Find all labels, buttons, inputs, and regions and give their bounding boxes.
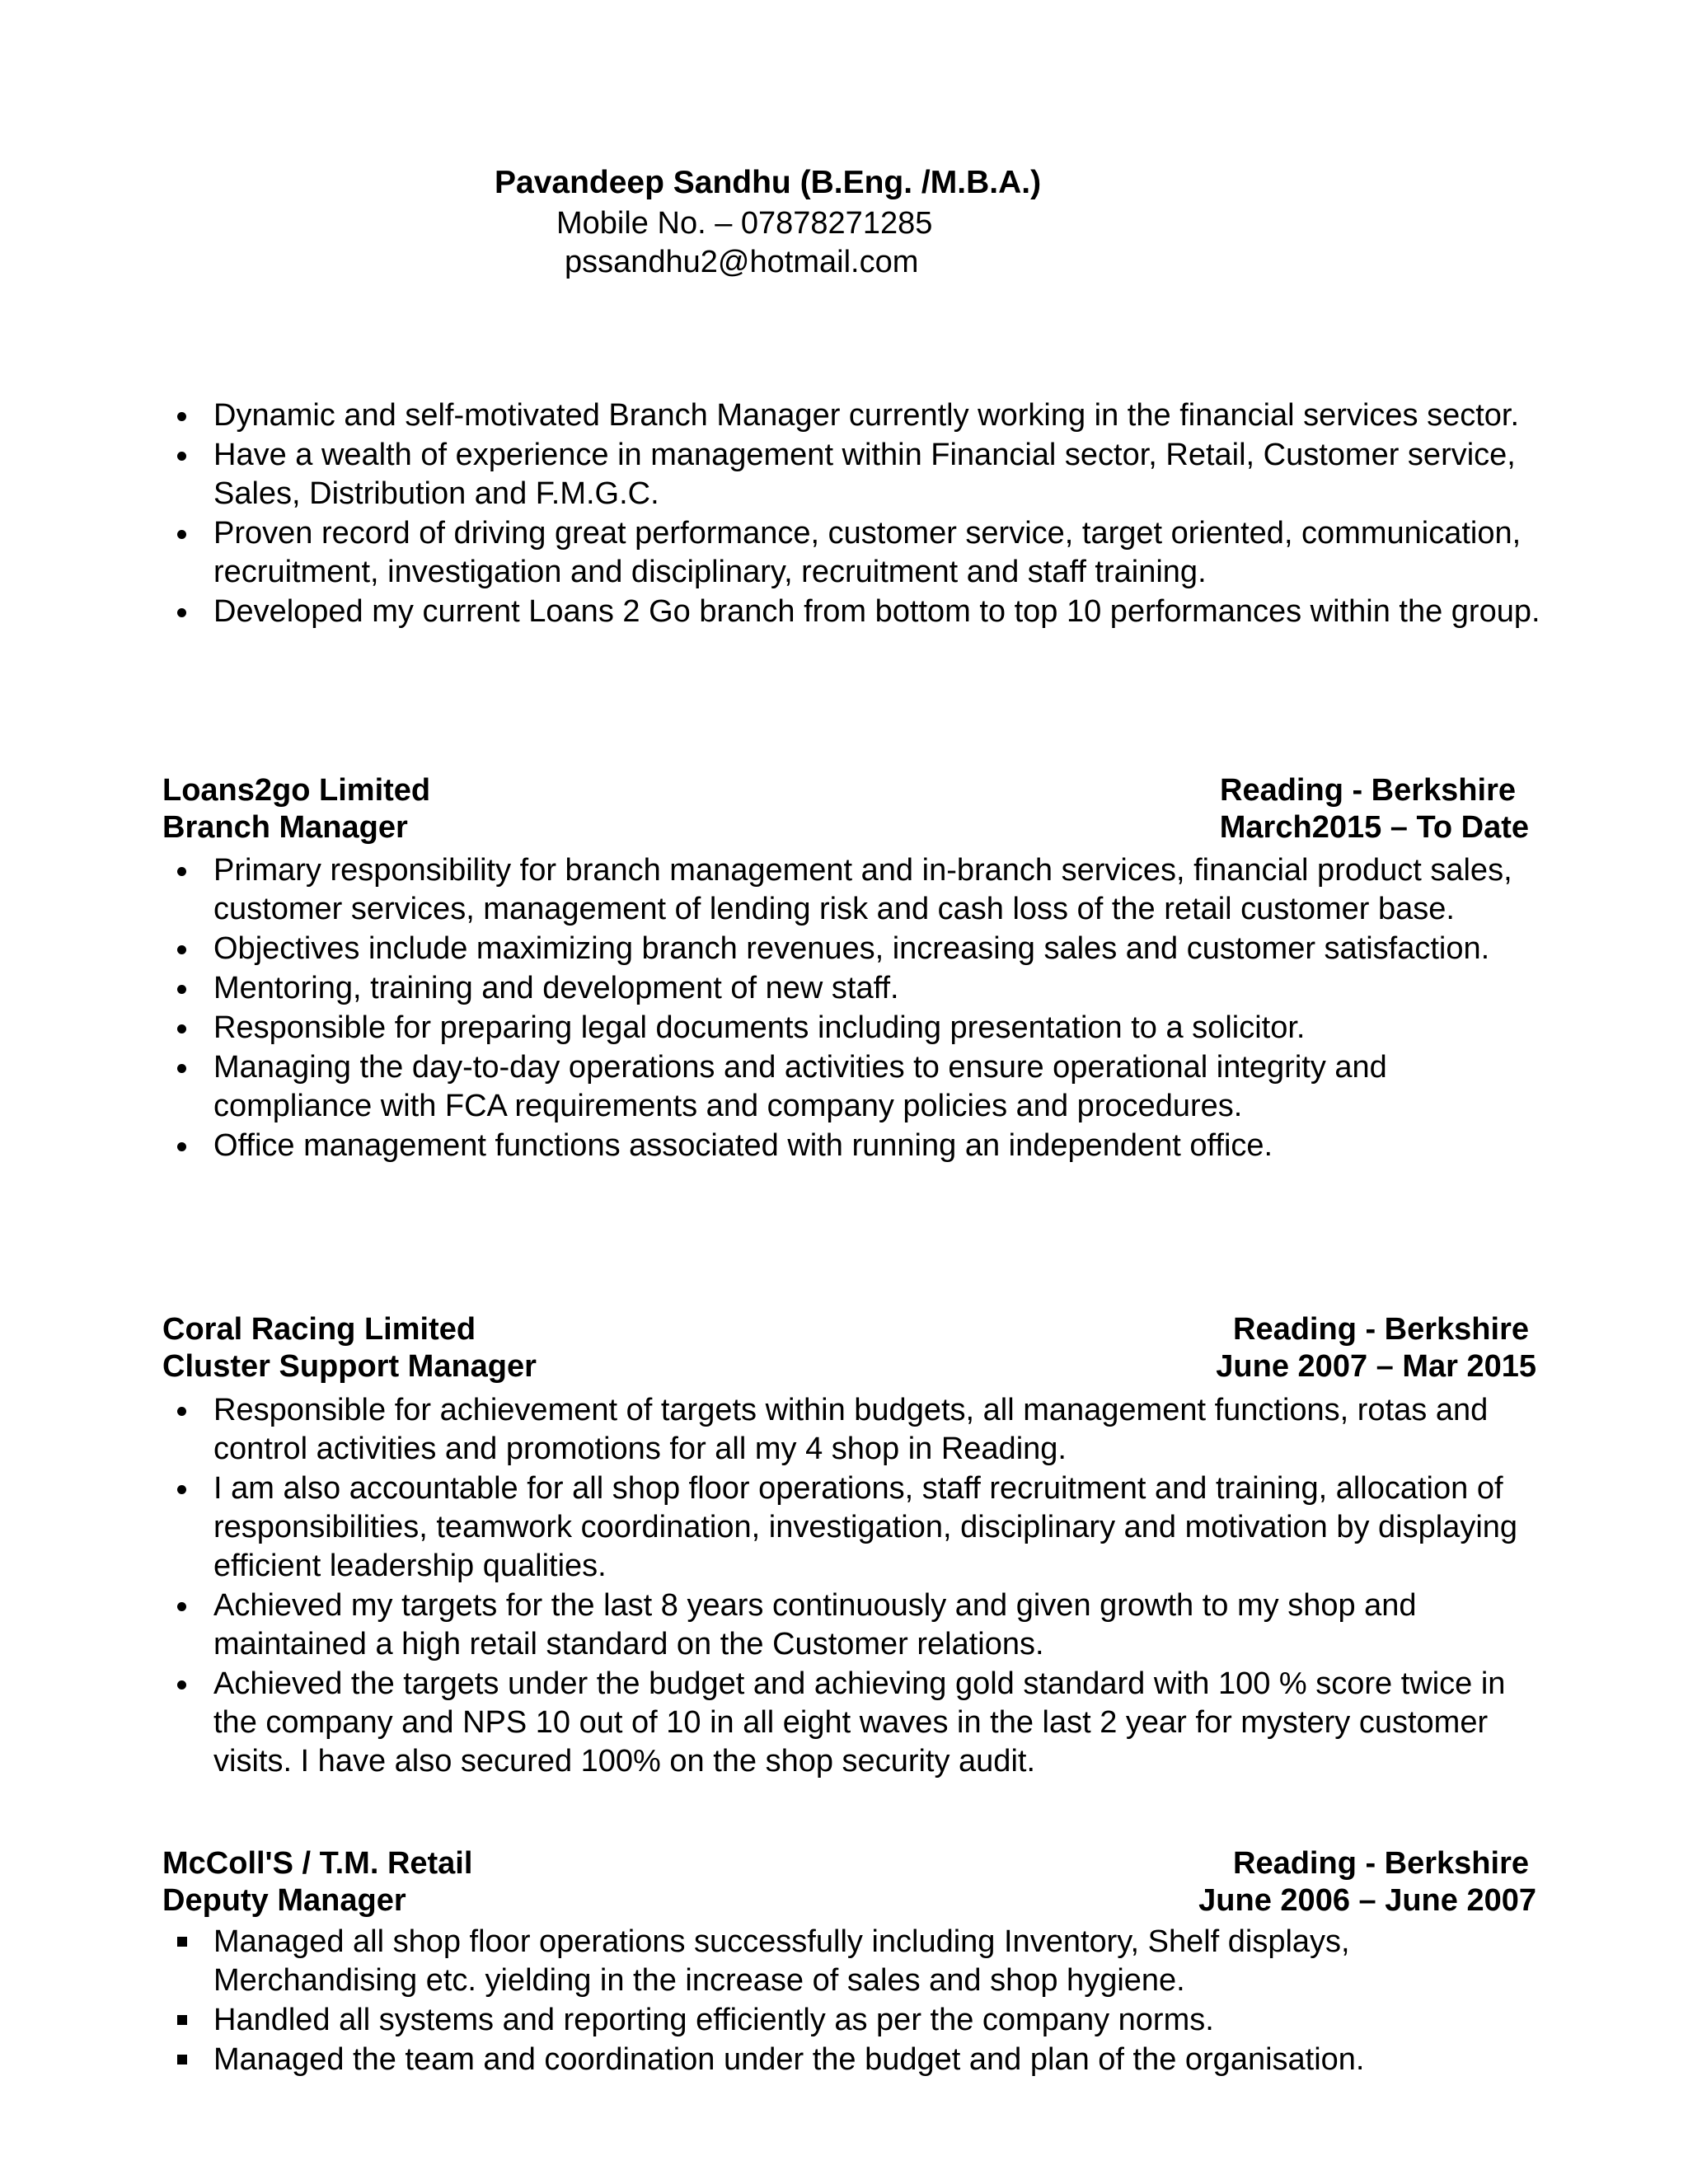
list-item: Developed my current Loans 2 Go branch from bottom to top 10 performances within the group. xyxy=(162,593,1547,631)
square-bullet-icon xyxy=(177,2015,187,2025)
list-item: Managing the day-to-day operations and activities to ensure operational integrity and compliance with FCA requirements and company policies and procedures. xyxy=(162,1048,1547,1126)
job-mccolls xyxy=(162,1846,1536,1920)
job-title: Cluster Support Manager xyxy=(162,1349,537,1384)
company-name: Loans2go Limited xyxy=(162,773,431,808)
job-dates: March2015 – To Date xyxy=(1219,810,1529,845)
bullet-icon xyxy=(177,412,186,421)
list-item: Objectives include maximizing branch revenues, increasing sales and customer satisfaction. xyxy=(162,930,1547,968)
email-address: pssandhu2@hotmail.com xyxy=(565,245,919,279)
bullet-icon xyxy=(177,1485,186,1494)
bullet-icon xyxy=(177,1064,186,1073)
list-item: Dynamic and self-motivated Branch Manager currently working in the financial services sector. xyxy=(162,396,1547,435)
job-header-row xyxy=(162,773,1531,810)
job-location: Reading - Berkshire xyxy=(1233,1312,1529,1347)
candidate-name: Pavandeep Sandhu (B.Eng. /M.B.A.) xyxy=(495,165,1042,200)
job-mccolls-duties xyxy=(162,1923,1547,2080)
list-item: Achieved my targets for the last 8 years continuously and given growth to my shop and maintained a high retail standard on the Customer relations. xyxy=(162,1586,1547,1664)
list-item: Achieved the targets under the budget and achieving gold standard with 100 % score twice in the company and NPS 10 out of 10 in all eight waves in the last 2 year for mystery customer visits. I have also secured 100% on the shop security audit. xyxy=(162,1665,1547,1781)
bullet-icon xyxy=(177,1407,186,1416)
list-item: I am also accountable for all shop floor operations, staff recruitment and training, allocation of responsibilities, teamwork coordination, investigation, disciplinary and motivation by displaying efficient leadership qualities. xyxy=(162,1469,1547,1586)
list-item: Office management functions associated with running an independent office. xyxy=(162,1127,1547,1165)
mobile-number: Mobile No. – 07878271285 xyxy=(556,206,933,241)
summary-list xyxy=(162,396,1547,632)
job-header-row xyxy=(162,1312,1531,1349)
bullet-icon xyxy=(177,452,186,461)
job-loans2go xyxy=(162,773,1531,847)
job-location: Reading - Berkshire xyxy=(1233,1846,1529,1881)
square-bullet-icon xyxy=(177,2055,187,2064)
job-header-row xyxy=(162,1846,1531,1883)
list-item: Mentoring, training and development of new staff. xyxy=(162,969,1547,1008)
bullet-icon xyxy=(177,530,186,539)
bullet-icon xyxy=(177,1602,186,1611)
job-dates: June 2007 – Mar 2015 xyxy=(1216,1349,1536,1384)
list-item: Handled all systems and reporting efficiently as per the company norms. xyxy=(162,2001,1547,2040)
company-name: McColl'S / T.M. Retail xyxy=(162,1846,473,1881)
list-item: Proven record of driving great performance, customer service, target oriented, communication, recruitment, investigation and disciplinary, recruitment and staff training. xyxy=(162,514,1547,592)
job-coral-racing xyxy=(162,1312,1536,1386)
bullet-icon xyxy=(177,945,186,954)
list-item: Primary responsibility for branch management and in-branch services, financial product sales, customer services, management of lending risk and cash loss of the retail customer base. xyxy=(162,851,1547,929)
bullet-icon xyxy=(177,1024,186,1033)
job-title-row xyxy=(162,1349,1536,1386)
job-title-row xyxy=(162,810,1531,847)
job-title-row xyxy=(162,1883,1536,1920)
job-title: Branch Manager xyxy=(162,810,408,845)
bullet-icon xyxy=(177,1680,186,1690)
list-item: Responsible for preparing legal documents including presentation to a solicitor. xyxy=(162,1009,1547,1047)
list-item: Managed all shop floor operations successfully including Inventory, Shelf displays, Merchandising etc. yielding in the increase of sales and shop hygiene. xyxy=(162,1923,1547,2000)
job-location: Reading - Berkshire xyxy=(1220,773,1516,808)
bullet-icon xyxy=(177,608,186,617)
job-title: Deputy Manager xyxy=(162,1883,406,1918)
list-item: Have a wealth of experience in management within Financial sector, Retail, Customer service, Sales, Distribution and F.M.G.C. xyxy=(162,436,1547,513)
job-loans2go-duties xyxy=(162,851,1547,1166)
bullet-icon xyxy=(177,867,186,876)
job-dates: June 2006 – June 2007 xyxy=(1198,1883,1536,1918)
job-coral-racing-duties xyxy=(162,1391,1547,1782)
bullet-icon xyxy=(177,985,186,994)
company-name: Coral Racing Limited xyxy=(162,1312,476,1347)
list-item: Managed the team and coordination under the budget and plan of the organisation. xyxy=(162,2041,1547,2079)
square-bullet-icon xyxy=(177,1937,187,1947)
bullet-icon xyxy=(177,1142,186,1151)
list-item: Responsible for achievement of targets within budgets, all management functions, rotas and control activities and promotions for all my 4 shop in Reading. xyxy=(162,1391,1547,1469)
